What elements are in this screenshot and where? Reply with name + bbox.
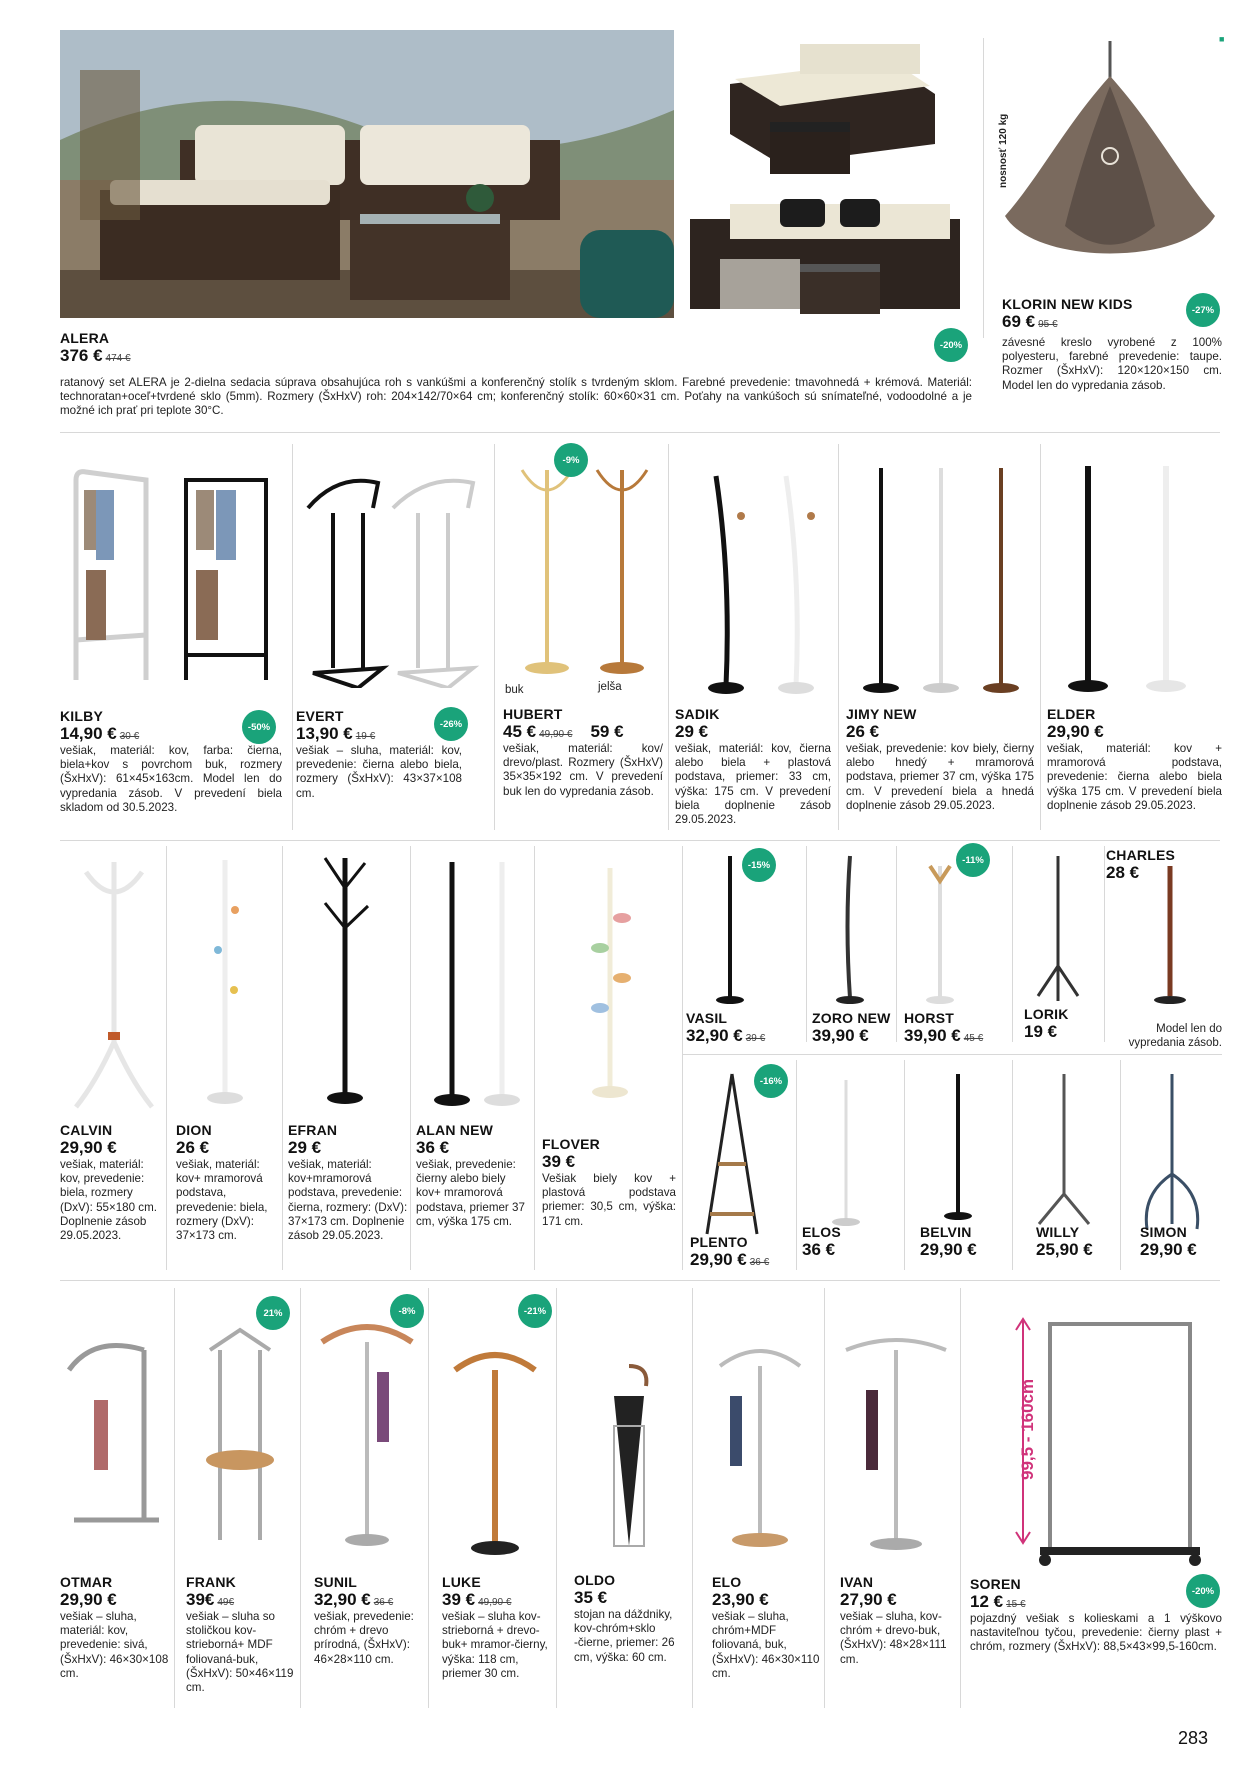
product-name: SUNIL [314,1574,357,1590]
product-description: vešiak – sluha, materiál: kov, prevedenie: čierna alebo biela, rozmery (ŠxHxV): 43×37×108 cm. [296,744,462,800]
product-description: vešiak – sluha kov-strieborná + drevo-buk+ mramor-čierny, výška: 118 cm, priemer 30 cm. [442,1610,548,1680]
product-name: SOREN [970,1576,1021,1592]
product-description: závesné kreslo vyrobené z 100% polyesteru, farebné prevedenie: taupe. Rozmer (ŠxHxV): 120×120×150 cm. Model len do vypredania zásob. [1002,336,1222,392]
elo-card [712,1574,822,1681]
dion-card [176,1122,280,1243]
column-divider [838,444,839,830]
product-description: vešiak, materiál: kov+ mramorová podstava, prevedenie: biela, rozmery (DxV): 37×173 cm. [176,1158,268,1243]
product-name: LORIK [1024,1006,1069,1022]
product-name: ZORO NEW [812,1010,891,1026]
product-description: vešiak – sluha, kov-chróm + drevo-buk, (ŠxHxV): 48×28×111 cm. [840,1610,947,1666]
old-price: 30 € [119,731,140,742]
elder-card [1047,706,1222,813]
soren-rack-illustration [1010,1312,1210,1572]
luke-card [442,1574,554,1681]
soren-height-tag [1018,1378,1119,1500]
product-name: OLDO [574,1572,616,1588]
column-divider [983,38,984,338]
elos-card [802,1224,898,1260]
frank-card [186,1574,298,1695]
product-price: 27,90 € [840,1590,897,1609]
alera-card [60,330,972,419]
old-price: 49€ [217,1597,235,1608]
column-divider [904,1060,905,1270]
discount-badge: -9% [554,443,588,477]
column-divider [494,444,495,830]
discount-badge: -21% [518,1294,552,1328]
old-price: 45 € [963,1033,984,1044]
product-price: 376 € 474 € [60,346,131,365]
product-name: ELO [712,1574,742,1590]
kilby-rack-illustration [66,460,276,690]
product-description: vešiak – sluha, chróm+MDF foliovaná, buk, (ŠxHxV): 46×30×110 cm. [712,1610,820,1680]
product-name: LUKE [442,1574,481,1590]
old-price: 15 € [1006,1599,1026,1610]
product-price: 29 € [675,722,709,741]
alan-stand-illustration [416,852,532,1110]
ivan-valet-illustration [836,1330,956,1560]
product-name: EVERT [296,708,344,724]
product-price: 28 € [1106,863,1140,882]
column-divider [428,1288,429,1708]
discount-badge: -20% [934,328,968,362]
willy-stand-illustration [1024,1064,1104,1240]
sub-row-divider [682,1054,1222,1055]
klorin-capacity-label: nosnosť 120 kg [998,113,1009,188]
column-divider [824,1288,825,1708]
efran-stand-illustration [310,848,380,1110]
alera-product-photos [690,34,960,324]
product-price: 39 € [542,1152,576,1171]
column-divider [410,846,411,1270]
hubert-card [503,706,663,799]
column-divider [1012,846,1013,1042]
column-divider [692,1288,693,1708]
product-price: 36 € [416,1138,450,1157]
product-price: 23,90 € [712,1590,769,1609]
flover-stand-illustration [560,858,660,1102]
hubert-variant-buk: buk [505,684,524,696]
product-price: 29 € [288,1138,322,1157]
plento-card [690,1234,798,1270]
otmar-valet-illustration [64,1330,164,1530]
product-price: 29,90 € [920,1240,977,1259]
product-description: stojan na dáždniky, kov-chróm+sklo -čierne, priemer: 26 cm, výška: 60 cm. [574,1608,675,1664]
alan-card [416,1122,530,1229]
column-divider [682,846,683,1270]
product-price: 19 € [1024,1022,1058,1041]
oldo-card [574,1572,688,1665]
column-divider [174,1288,175,1708]
product-price: 36 € [802,1240,836,1259]
product-name: ELDER [1047,706,1096,722]
product-name: KLORIN NEW KIDS [1002,296,1133,312]
product-name: SADIK [675,706,720,722]
column-divider [1104,846,1105,1042]
lorik-card [1024,1006,1104,1042]
column-divider [292,444,293,830]
product-price: 29,90 € [60,1138,117,1157]
klorin-photo [995,36,1225,282]
column-divider [300,1288,301,1708]
discount-badge: -8% [390,1294,424,1328]
column-divider [960,1288,961,1708]
old-price: 39 € [745,1033,766,1044]
product-price: 35 € [574,1588,608,1607]
soren-height-label: 99,5 - 160cm [1018,1378,1037,1480]
sunil-valet-illustration [312,1312,422,1552]
page-number: 283 [1178,1728,1209,1748]
product-description: pojazdný vešiak s kolieskami a 1 výškovo nastaviteľnou tyčou, prevedenie: čierny plast + chróm, rozmery (ŠxHxV): 88,5×43×99,5-160cm. [970,1612,1222,1654]
product-price: 25,90 € [1036,1240,1093,1259]
discount-badge: -50% [242,710,276,744]
old-price: 19 € [355,731,376,742]
row-divider [60,840,1220,841]
product-name: HORST [904,1010,954,1026]
old-price: 95 € [1038,319,1058,330]
product-description: vešiak, prevedenie: chróm + drevo prírodná, (ŠxHxV): 46×28×110 cm. [314,1610,414,1666]
flover-card [542,1136,676,1229]
elo-valet-illustration [700,1336,820,1556]
product-name: EFRAN [288,1122,338,1138]
brand-logo: ■ [1219,34,1225,44]
column-divider [1040,444,1041,830]
hubert-stand-illustration [502,450,662,680]
zoro-stand-illustration [820,846,880,1006]
product-price: 39,90 € [812,1026,869,1045]
product-name: FRANK [186,1574,236,1590]
old-price: 36 € [749,1257,770,1268]
elder-stand-illustration [1046,446,1216,696]
product-name: BELVIN [920,1224,972,1240]
column-divider [534,846,535,1270]
discount-badge: 21% [256,1296,290,1330]
discount-badge: -27% [1186,293,1220,327]
belvin-stand-illustration [918,1064,998,1240]
product-name: IVAN [840,1574,874,1590]
discount-badge: -15% [742,848,776,882]
alera-photo-illustration [60,30,674,318]
product-description: vešiak – sluha, materiál: kov, prevedenie: sivá, (ŠxHxV): 46×30×108 cm. [60,1610,169,1680]
product-name: VASIL [686,1010,728,1026]
product-name: CHARLES [1106,847,1176,863]
efran-card [288,1122,408,1243]
row-divider [60,1280,1220,1281]
evert-valet-illustration [298,468,488,688]
column-divider [556,1288,557,1708]
product-description: vešiak, materiál: kov, prevedenie: biela, rozmery (DxV): 55×180 cm. Doplnenie zásob 29.05.2023. [60,1158,157,1243]
elos-stand-illustration [806,1070,886,1246]
product-price: 29,90 € [1047,722,1104,741]
klorin-capacity-tag [998,88,1012,188]
jimy-card [846,706,1034,813]
sunil-card [314,1574,426,1667]
calvin-card [60,1122,160,1243]
sadik-card [675,706,831,827]
product-price-alt: 59 € [590,722,624,741]
product-name: CALVIN [60,1122,113,1138]
luke-valet-illustration [440,1340,550,1560]
product-description: Vešiak biely kov + plastová podstava priemer: 30,5 cm, výška: 171 cm. [542,1172,676,1228]
product-name: SIMON [1140,1224,1187,1240]
product-name: FLOVER [542,1136,600,1152]
zoro-card [812,1010,896,1046]
column-divider [896,846,897,1042]
product-description: vešiak, prevedenie: kov biely, čierny alebo hnedý + mramorová podstava, priemer 37 cm, výška 175 cm. V prevedení biela a hnedá doplnenie zásob 29.05.2023. [846,742,1034,812]
frank-valet-illustration [190,1320,290,1550]
charles-card [1106,847,1216,883]
row-divider [60,432,1220,433]
jimy-stand-illustration [846,448,1036,698]
product-description: vešiak, prevedenie: čierny alebo biely kov+ mramorová podstava, priemer 37 cm, výška 175 cm. [416,1158,525,1228]
product-price: 32,90 € 36 € [314,1590,394,1609]
product-price: 32,90 € 39 € [686,1026,766,1045]
old-price: 474 € [105,353,131,364]
product-name: JIMY NEW [846,706,917,722]
product-name: HUBERT [503,706,563,722]
simon-card [1140,1224,1230,1260]
column-divider [668,444,669,830]
product-name: PLENTO [690,1234,748,1250]
product-price: 14,90 € 30 € [60,724,140,743]
product-name: WILLY [1036,1224,1080,1240]
product-price: 29,90 € 36 € [690,1250,770,1269]
discount-badge: -16% [754,1064,788,1098]
dion-stand-illustration [190,850,260,1110]
product-price: 39 € 49,90 € [442,1590,512,1609]
product-description: vešiak, materiál: kov+mramorová podstava, prevedenie: čierna, rozmery: (DxV): 37×173 cm. Doplnenie zásob 29.05.2023. [288,1158,408,1243]
column-divider [806,846,807,1042]
old-price: 36 € [373,1597,394,1608]
product-name: KILBY [60,708,103,724]
product-name: ALAN NEW [416,1122,494,1138]
product-description: ratanový set ALERA je 2-dielna sedacia súprava obsahujúca roh s vankúšmi a konferenčný stolík s tvrdeným sklom. Farebné prevedenie: tmavohnedá + krémová. Materiál: technoratan+oceľ+tvrdené sklo (5mm). Rozmery (ŠxHxV) roh: 204×142/70×64 cm; konferenčný stolík: 60×60×31 cm. Poťahy na vankúšoch sú snímateľné, vodoodolné a je možné ich prať pri teplote 30°C. [60,376,972,418]
ivan-card [840,1574,958,1667]
product-description: vešiak, materiál: kov + mramorová podstava, prevedenie: čierna alebo biela výška 175 cm. V prevedení biela doplnenie zásob 29.05.2023. [1047,742,1222,812]
alera-sofa-illustration [690,34,960,324]
discount-badge: -26% [434,707,468,741]
product-price: 29,90 € [1140,1240,1197,1259]
lorik-stand-illustration [1028,846,1088,1006]
old-price: 49,90 € [539,729,573,740]
belvin-card [920,1224,1016,1260]
product-price: 26 € [176,1138,210,1157]
old-price: 49,90 € [478,1597,512,1608]
otmar-card [60,1574,170,1681]
product-description: vešiak, materiál: kov/ drevo/plast. Rozmery (ŠxHxV) 35×35×192 cm. V prevedení buk len do vypredania zásob. [503,742,663,798]
hubert-variant-jelsa: jelša [598,681,622,693]
alera-terrace-photo [60,30,674,318]
column-divider [282,846,283,1270]
product-name: ALERA [60,330,110,346]
willy-card [1036,1224,1126,1260]
calvin-stand-illustration [66,852,162,1112]
product-description: vešiak, materiál: kov, farba: čierna, biela+kov s povrchom buk, rozmery (ŠxHxV): 61×45×163cm. Model len do vypredania zásob. V prevedení biela skladom od 30.5.2023. [60,744,282,814]
product-price: 12 € 15 € [970,1592,1026,1611]
product-price: 39,90 € 45 € [904,1026,984,1045]
product-price: 29,90 € [60,1590,117,1609]
lorik-stock-note: Model len do vypredania zásob. [1128,1023,1222,1049]
sadik-stand-illustration [676,456,836,696]
product-description: vešiak – sluha so stoličkou kov-strieborná+ MDF foliovaná-buk, (ŠxHxV): 50×46×119 cm. [186,1610,294,1695]
vasil-card [686,1010,802,1046]
horst-card [904,1010,1012,1046]
product-name: OTMAR [60,1574,113,1590]
soren-card [970,1576,1222,1655]
product-price: 13,90 € 19 € [296,724,376,743]
product-price: 39€ 49€ [186,1590,235,1609]
column-divider [166,846,167,1270]
product-name: ELOS [802,1224,841,1240]
klorin-hanging-chair-illustration [995,36,1225,282]
oldo-umbrella-stand-illustration [574,1356,684,1556]
product-price: 26 € [846,722,880,741]
discount-badge: -20% [1186,1574,1220,1608]
product-price: 69 € 95 € [1002,312,1058,331]
discount-badge: -11% [956,843,990,877]
product-name: DION [176,1122,212,1138]
product-price: 45 € 49,90 € 59 € [503,722,624,741]
product-description: vešiak, materiál: kov, čierna alebo biela + plastová podstava, priemer: 33 cm, výška: 175 cm. V prevedení biela doplnenie zásob 29.05.2023. [675,742,831,827]
simon-stand-illustration [1132,1064,1212,1240]
